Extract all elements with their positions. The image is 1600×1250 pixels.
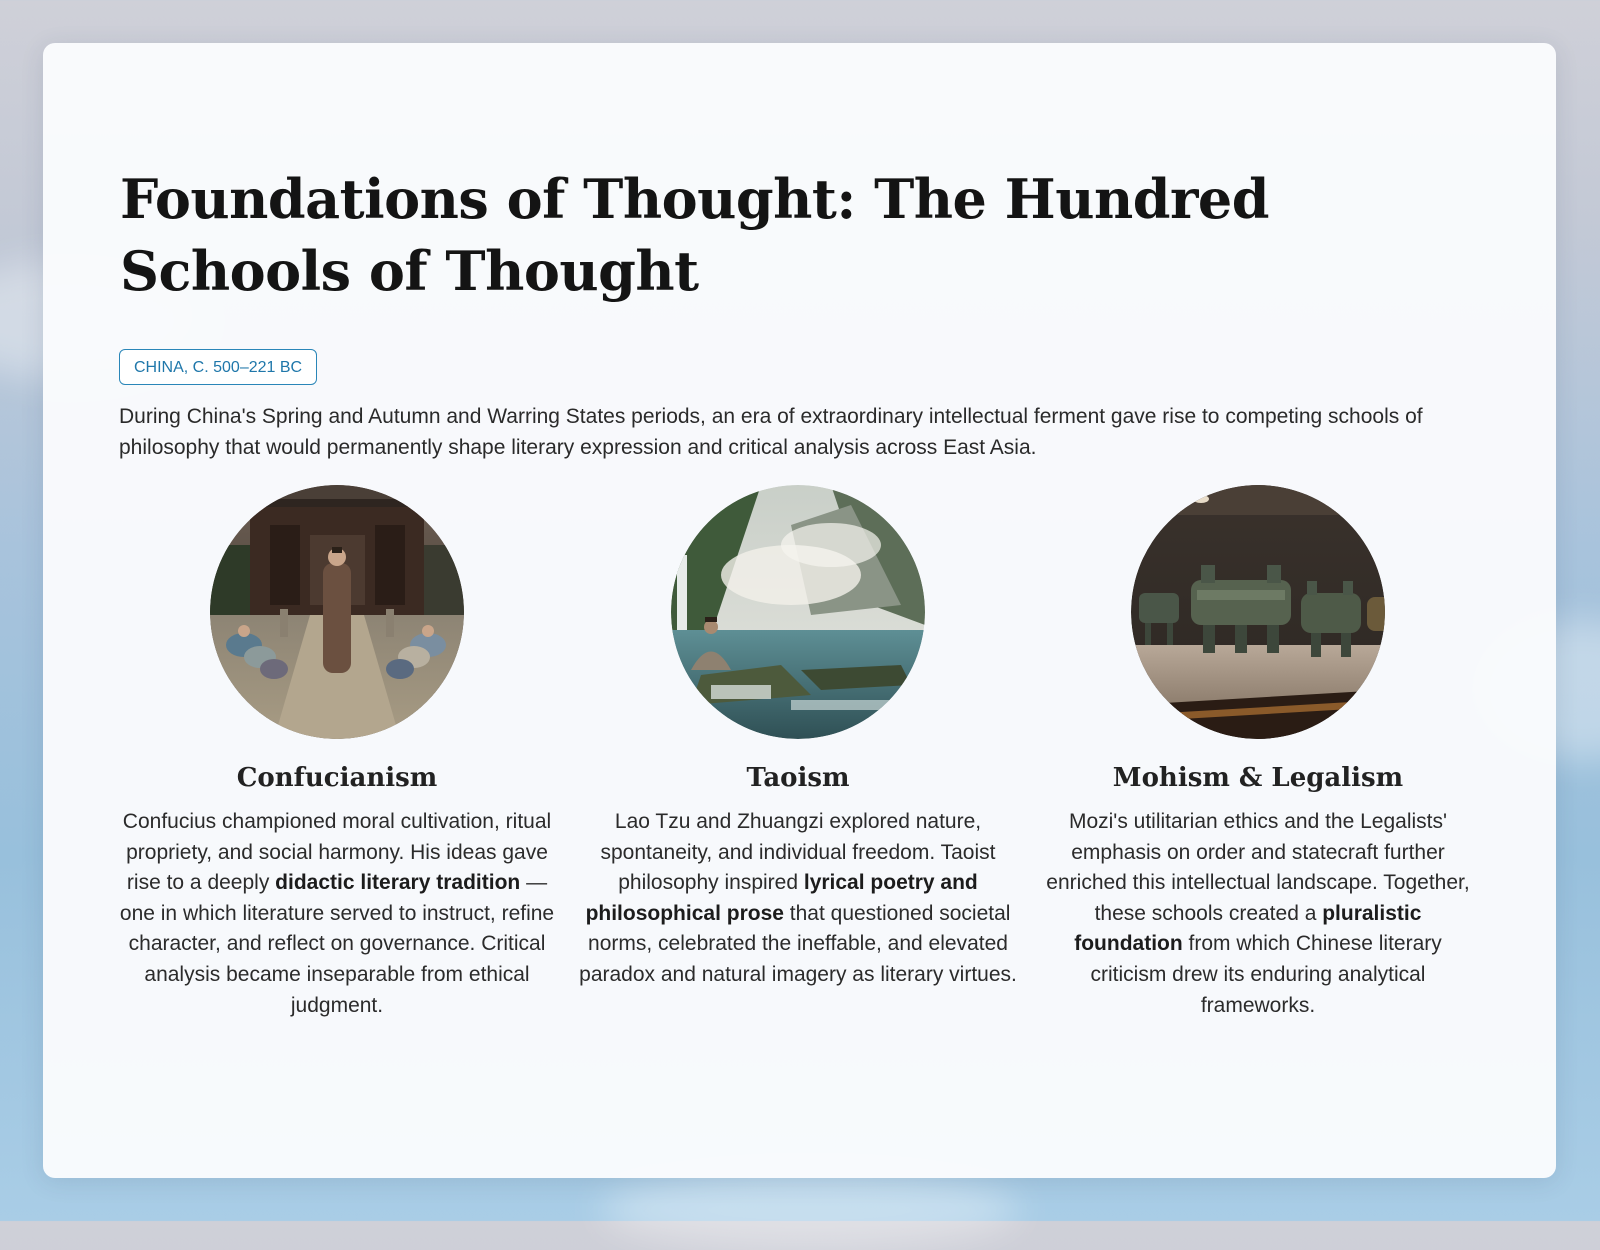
school-card-taoism — [578, 485, 1018, 991]
school-card-confucianism — [117, 485, 557, 1021]
school-title-confucianism: Confucianism — [236, 763, 438, 793]
taoist-meditation-image — [671, 485, 925, 739]
bronze-vessels-image — [1131, 485, 1385, 739]
emphasis-pluralistic: pluralistic foundation — [1074, 901, 1422, 956]
school-description-taoism: Lao Tzu and Zhuangzi explored nature, spontaneity, and individual freedom. Taoist philosophy inspired lyrical poetry and philosophical prose that questioned societal norms, celebrated the ineffable, and elevated paradox and natural imagery as literary virtues. — [579, 810, 1017, 986]
era-badge: CHINA, C. 500–221 BC — [119, 349, 317, 385]
intro-paragraph: During China's Spring and Autumn and Warring States periods, an era of extraordinary intellectual ferment gave rise to competing schools of philosophy that would permanently shape literary expression and critical analysis across East Asia. — [119, 405, 1423, 459]
school-description-mohism-legalism: Mozi's utilitarian ethics and the Legalists' emphasis on order and statecraft further enriched this intellectual landscape. Together, these schools created a pluralistic foundation from which Chinese literary criticism drew its enduring analytical frameworks. — [1046, 810, 1470, 1017]
emphasis-lyrical-poetry: lyrical poetry and philosophical prose — [585, 871, 978, 925]
school-description-confucianism: Confucius championed moral cultivation, ritual propriety, and social harmony. His ideas gave rise to a deeply didactic literary tradition — one in which literature served to instruct, refine character, and reflect on governance. Critical analysis became inseparable from ethical judgment. — [119, 810, 555, 1017]
page-title: Foundations of Thought: The Hundred Schools of Thought — [120, 167, 1270, 303]
emphasis-didactic: didactic literary tradition — [275, 871, 521, 895]
school-title-taoism: Taoism — [746, 763, 850, 793]
confucius-teaching-image — [210, 485, 464, 739]
background-cloud — [600, 1170, 1020, 1250]
school-title-mohism-legalism: Mohism & Legalism — [1112, 763, 1404, 793]
content-card — [43, 43, 1556, 1178]
school-card-mohism-legalism — [1038, 485, 1478, 1021]
